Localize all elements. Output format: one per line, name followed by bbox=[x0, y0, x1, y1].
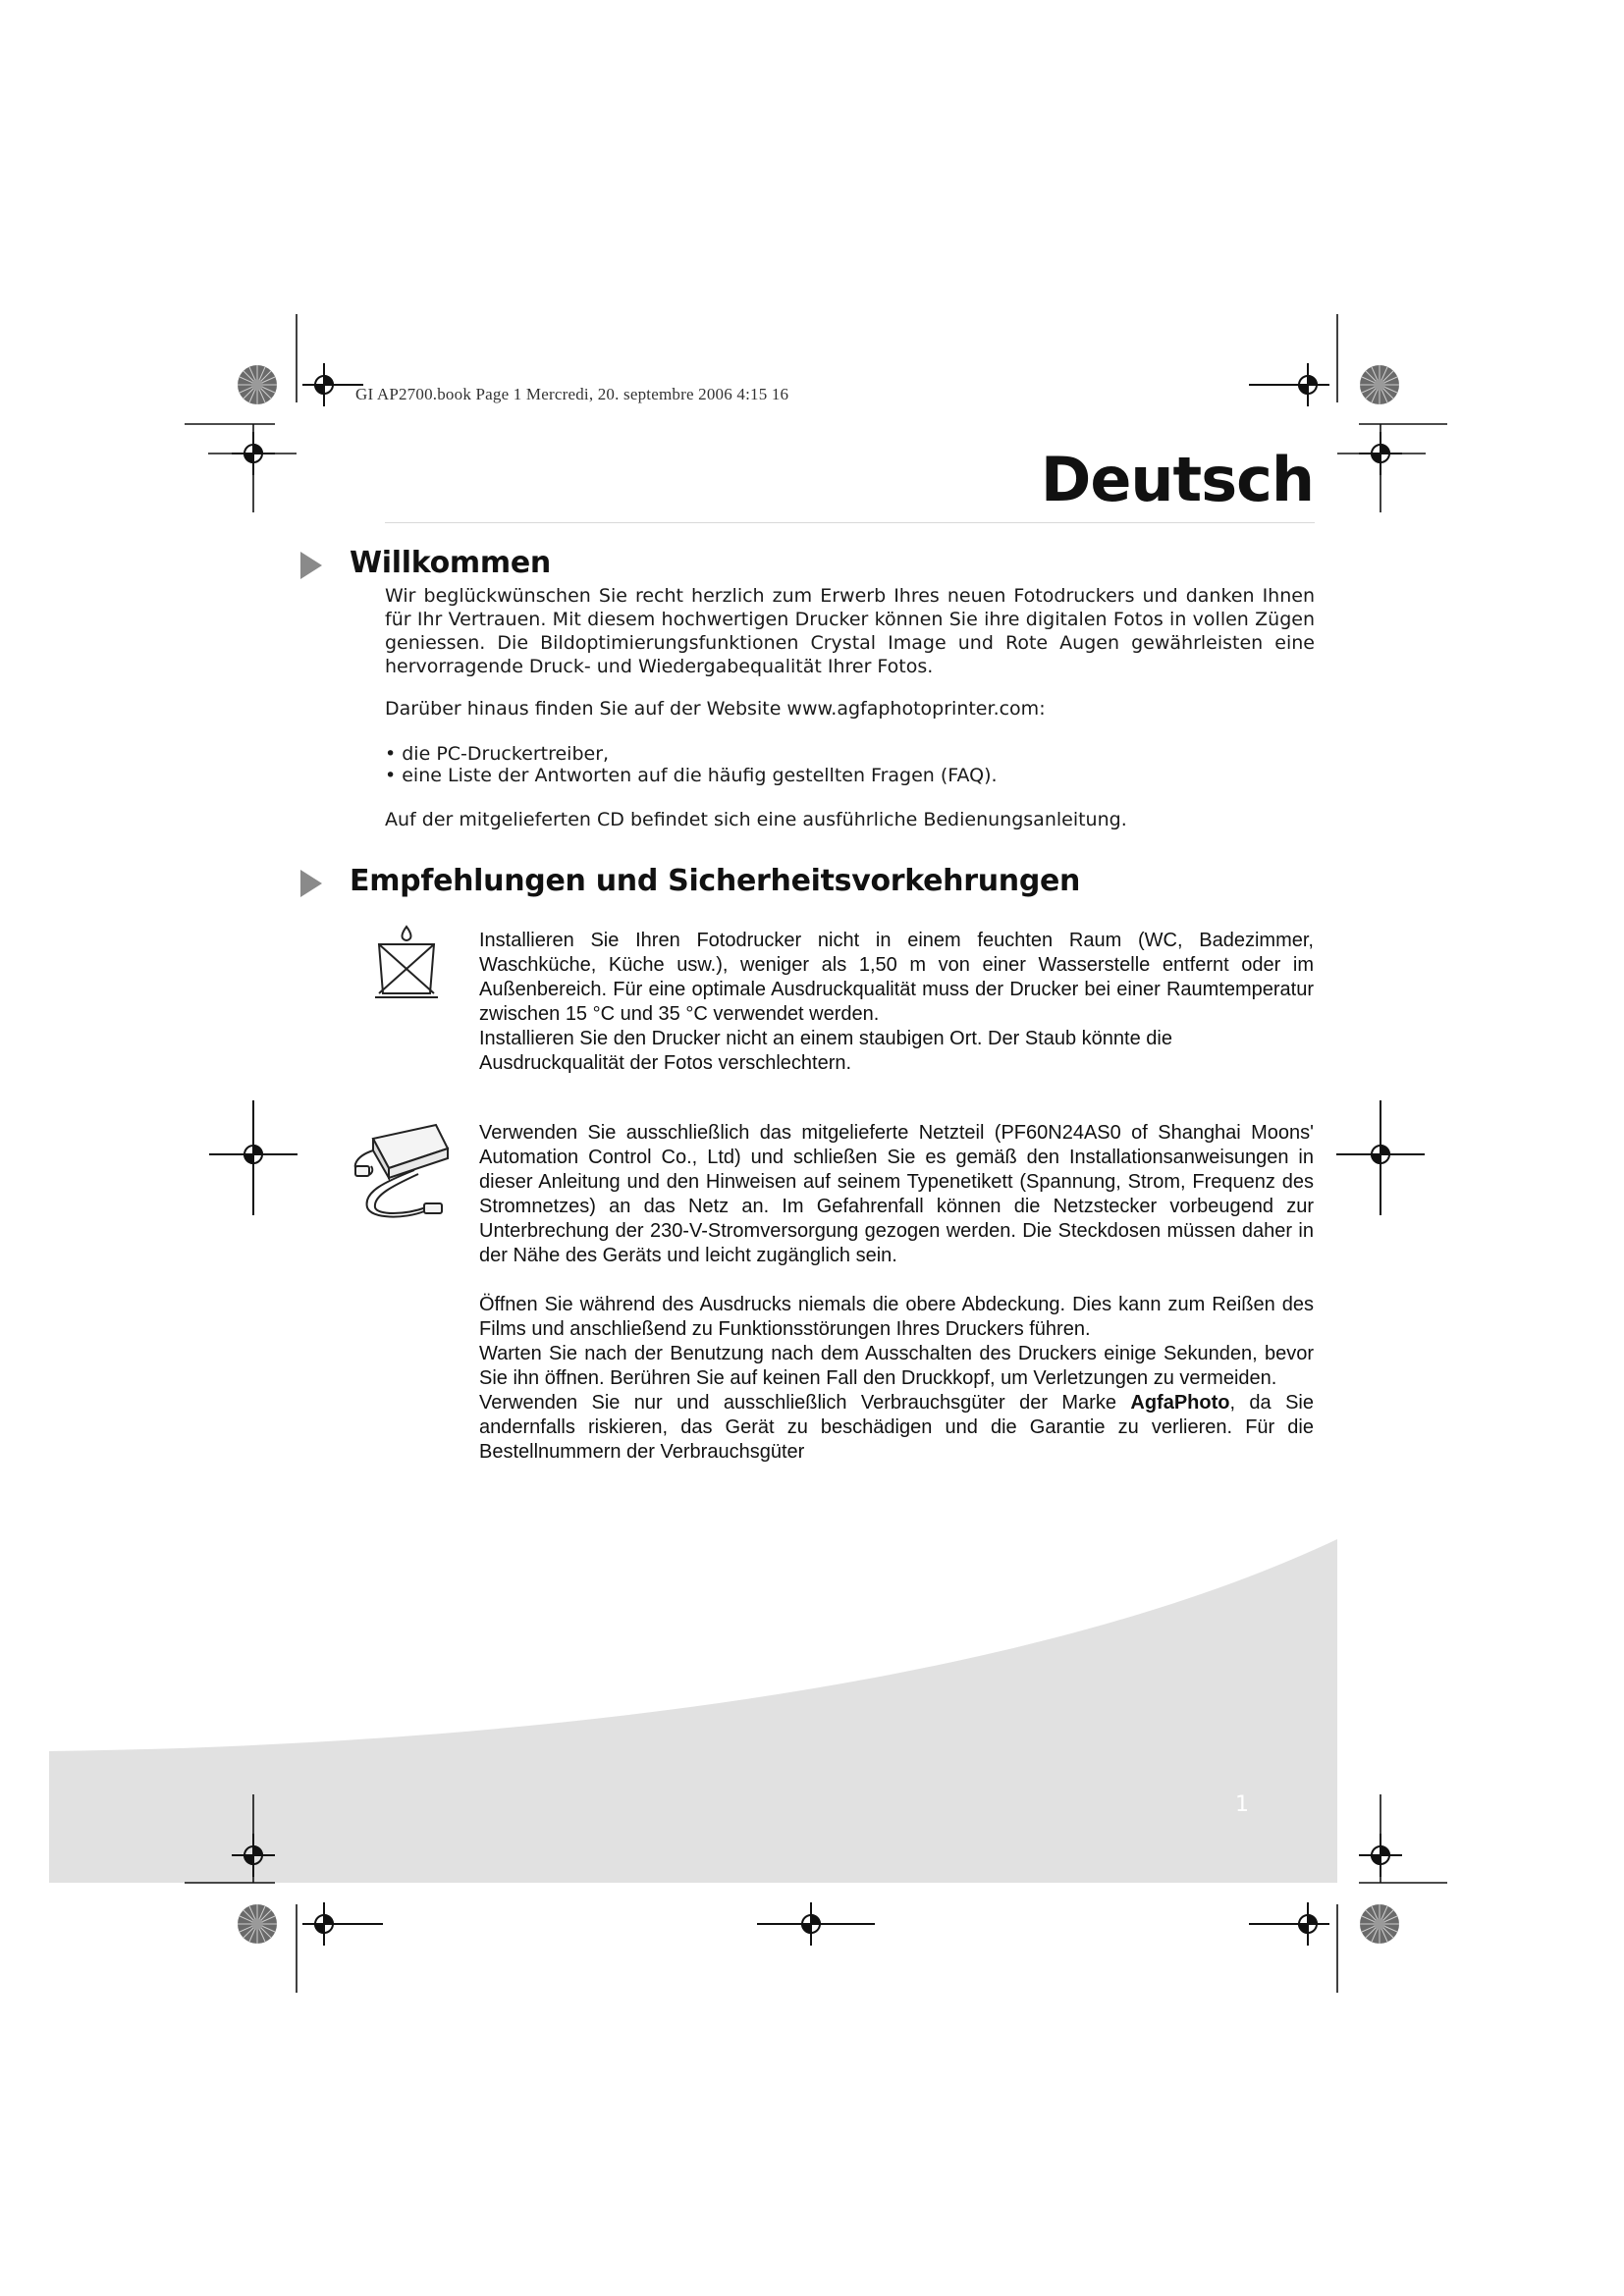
brand-name: AgfaPhoto bbox=[1130, 1392, 1230, 1414]
safety-dust: Installieren Sie den Drucker nicht an einem staubigen Ort. Der Staub könnte die Ausdruckqualität der Fotos verschlechtern. bbox=[479, 1028, 1172, 1074]
page-title: Deutsch bbox=[1040, 444, 1314, 515]
welcome-website: Darüber hinaus finden Sie auf der Website www.agfaphotoprinter.com: bbox=[385, 698, 1046, 720]
welcome-bullet-drivers: • die PC-Druckertreiber, bbox=[385, 743, 610, 765]
consumables-text-pre: Verwenden Sie nur und ausschließlich Verbrauchsgüter der Marke bbox=[479, 1392, 1131, 1414]
no-water-icon bbox=[371, 923, 442, 1001]
consumables-text-post: , da Sie andernfalls riskieren, das Gerät zu beschädigen und die Garantie zu verlieren. Für die Bestellnummern der Verbrauchsgüter bbox=[479, 1392, 1314, 1463]
welcome-intro: Wir beglückwünschen Sie recht herzlich zum Erwerb Ihres neuen Fotodruckers und danken Ihnen für Ihr Vertrauen. Mit diesem hochwertigen Drucker können Sie ihre digitalen Fotos in vollen Zügen geniessen. Die Bildoptimierungsfunktionen Crystal Image und Rote Augen gewährleisten eine hervorragende Druck- und Wiedergabequalität Ihrer Fotos. bbox=[385, 585, 1315, 677]
section-heading-safety: Empfehlungen und Sicherheitsvorkehrungen bbox=[350, 864, 1081, 898]
page-number: 1 bbox=[1235, 1792, 1249, 1817]
safety-cover: Öffnen Sie während des Ausdrucks niemals die obere Abdeckung. Dies kann zum Reißen des Films und anschließend zu Funktionsstörungen Ihres Druckers führen. bbox=[479, 1294, 1314, 1340]
safety-power: Verwenden Sie ausschließlich das mitgelieferte Netzteil (PF60N24AS0 of Shanghai Moons' Automation Control Co., Ltd) und schließen Sie es gemäß den Installationsanweisungen in dieser Anleitung und den Hinweisen auf seinem Typenetikett (Spannung, Strom, Frequenz des Stromnetzes) an das Netz an. Im Gefahrenfall können die Netzstecker vorbeugend zur Unterbrechung der 230-V-Stromversorgung gezogen werden. Die Steckdosen müssen daher in der Nähe des Geräts und leicht zugänglich sein. bbox=[479, 1122, 1314, 1266]
safety-humidity: Installieren Sie Ihren Fotodrucker nicht in einem feuchten Raum (WC, Badezimmer, Waschküche, Küche usw.), weniger als 1,50 m von einer Wasserstelle entfernt oder im Außenbereich. Für eine optimale Ausdruckqualität muss der Drucker bei einer Raumtemperatur zwischen 15 °C und 35 °C verwendet werden. bbox=[479, 930, 1314, 1025]
print-header: GI AP2700.book Page 1 Mercredi, 20. septembre 2006 4:15 16 bbox=[355, 385, 789, 403]
section-arrow-icon bbox=[300, 552, 322, 579]
safety-consumables bbox=[479, 1391, 1314, 1465]
safety-wait: Warten Sie nach der Benutzung nach dem Ausschalten des Druckers einige Sekunden, bevor Sie ihn öffnen. Berühren Sie auf keinen Fall den Druckkopf, um Verletzungen zu vermeiden. bbox=[479, 1343, 1314, 1389]
power-adapter-icon bbox=[346, 1117, 454, 1235]
section-heading-welcome: Willkommen bbox=[350, 546, 551, 580]
title-divider bbox=[385, 522, 1315, 523]
welcome-cd-note: Auf der mitgelieferten CD befindet sich eine ausführliche Bedienungsanleitung. bbox=[385, 809, 1127, 830]
section-arrow-icon bbox=[300, 870, 322, 897]
welcome-bullet-faq: • eine Liste der Antworten auf die häufig gestellten Fragen (FAQ). bbox=[385, 765, 998, 786]
